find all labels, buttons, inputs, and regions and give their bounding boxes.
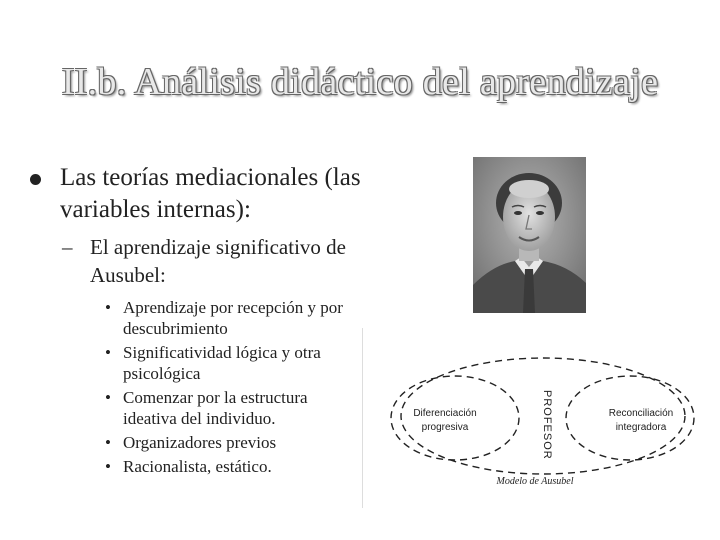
center-label: PROFESOR (541, 390, 553, 460)
list-item (105, 387, 365, 429)
list-item-text: Organizadores previos (123, 433, 277, 452)
sub-bullet-dash: – (62, 235, 73, 259)
list-item-text: Comenzar por la estructura ideativa del individuo. (123, 388, 308, 428)
detail-list (105, 297, 365, 480)
list-item-text: Racionalista, estático. (123, 457, 272, 476)
portrait-illustration (473, 157, 586, 313)
diagram-caption: Modelo de Ausubel (496, 476, 574, 487)
list-item (105, 297, 365, 339)
item-bullet: • (105, 298, 111, 317)
list-item-text: Aprendizaje por recepción y por descubrimiento (123, 298, 343, 338)
list-item (105, 432, 365, 453)
bullet-dot (30, 174, 41, 185)
left-label-line2: progresiva (421, 422, 469, 433)
diagram-svg (363, 328, 720, 508)
left-label-line1: Diferenciación (413, 408, 477, 419)
list-item-text: Significatividad lógica y otra psicológica (123, 343, 321, 383)
item-bullet: • (105, 433, 111, 452)
slide-title: II.b. Análisis didáctico del aprendizaje (61, 61, 659, 103)
list-item (105, 342, 365, 384)
right-label-line1: Reconciliación (608, 408, 674, 419)
ausubel-diagram (362, 328, 720, 508)
right-label-line2: integradora (615, 422, 667, 433)
item-bullet: • (105, 457, 111, 476)
list-item (105, 456, 365, 477)
portrait-photo (473, 157, 586, 313)
sub-bullet-text: El aprendizaje significativo de Ausubel: (90, 235, 346, 287)
item-bullet: • (105, 343, 111, 362)
item-bullet: • (105, 388, 111, 407)
main-bullet-text: Las teorías mediacionales (las variables internas): (60, 164, 361, 223)
